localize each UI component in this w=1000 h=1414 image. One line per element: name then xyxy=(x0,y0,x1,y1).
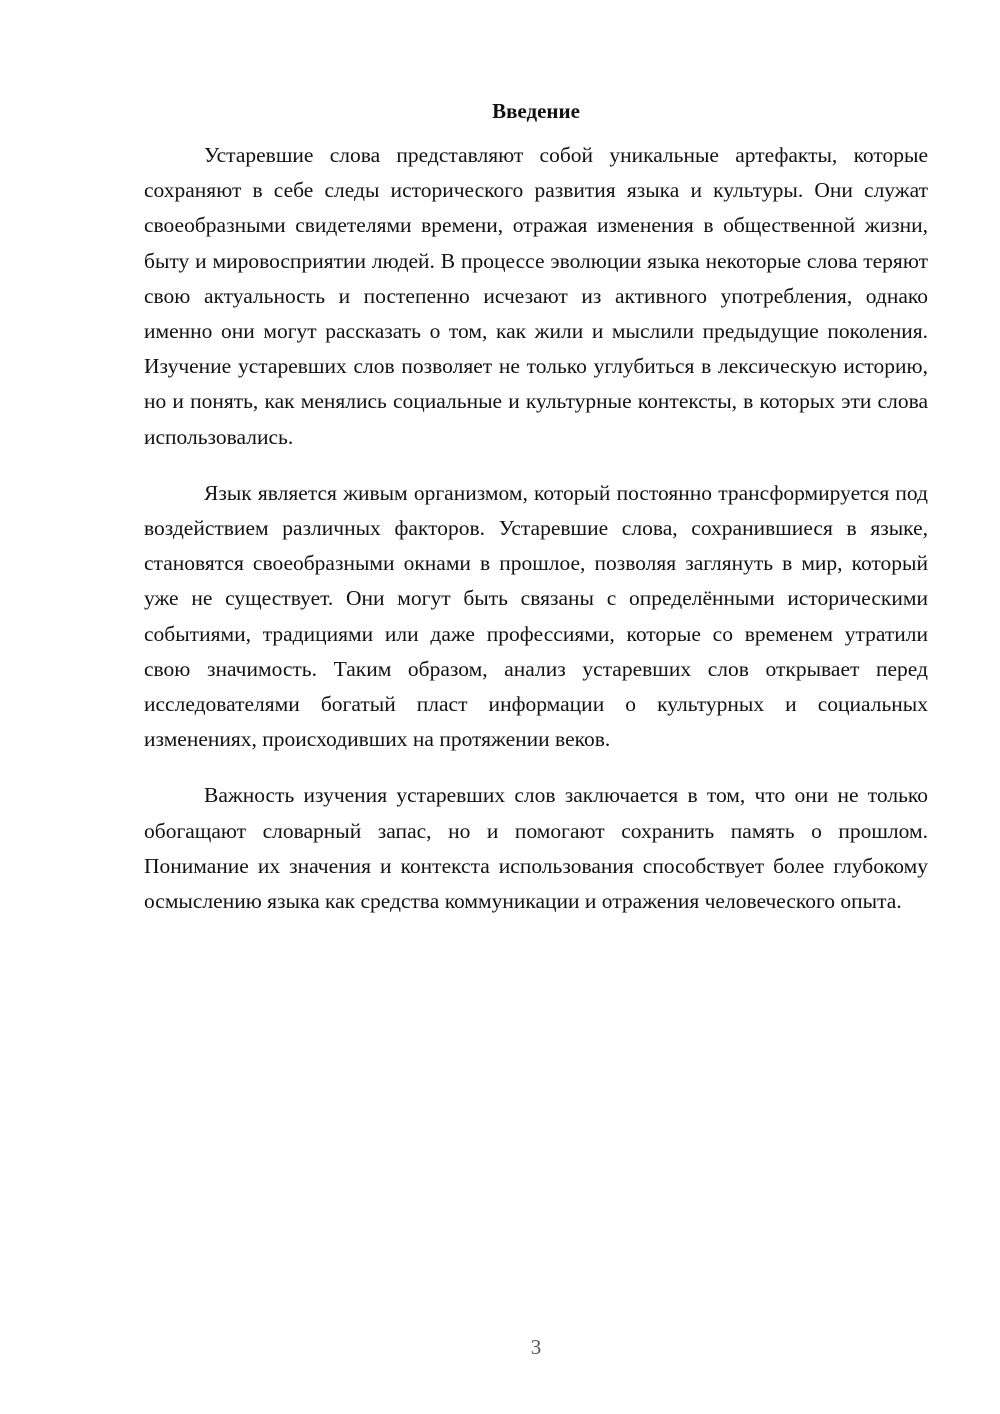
page-number: 3 xyxy=(530,1335,542,1359)
section-title: Введение xyxy=(492,99,580,123)
paragraph-1: Устаревшие слова представляют собой уникальные артефакты, которые сохраняют в себе следы исторического развития языка и культуры. Они служат своеобразными свидетелями времени, отражая изменения в общественной жизни, быту и мировосприятии людей. В процессе эволюции языка некоторые слова теряют свою актуальность и постепенно исчезают из активного употребления, однако именно они могут рассказать о том, как жили и мыслили предыдущие поколения. Изучение устаревших слов позволяет не только углубиться в лексическую историю, но и понять, как менялись социальные и культурные контексты, в которых эти слова использовались. xyxy=(144,143,928,449)
paragraph-2: Язык является живым организмом, который постоянно трансформируется под воздействием различных факторов. Устаревшие слова, сохранившиеся в языке, становятся своеобразными окнами в прошлое, позволяя заглянуть в мир, который уже не существует. Они могут быть связаны с определёнными историческими событиями, традициями или даже профессиями, которые со временем утратили свою значимость. Таким образом, анализ устаревших слов открывает перед исследователями богатый пласт информации о культурных и социальных изменениях, происходивших на протяжении веков. xyxy=(144,480,928,752)
paragraph-3: Важность изучения устаревших слов заключается в том, что они не только обогащают словарный запас, но и помогают сохранить память о прошлом. Понимание их значения и контекста использования способствует более глубокому осмыслению языка как средства коммуникации и отражения человеческого опыта. xyxy=(144,783,928,914)
page-content xyxy=(144,96,928,940)
